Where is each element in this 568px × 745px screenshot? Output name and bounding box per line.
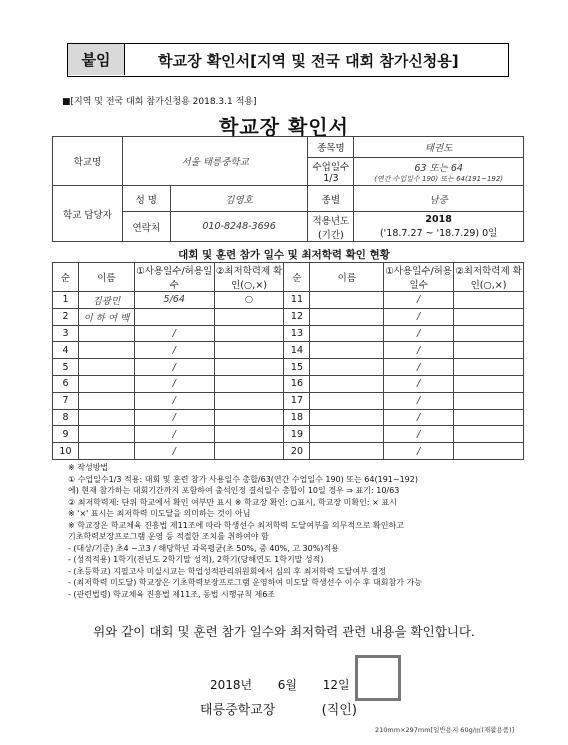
cell-no: 6 bbox=[53, 375, 79, 392]
cell-min bbox=[214, 426, 284, 443]
cell-min bbox=[214, 375, 284, 392]
cell-no: 13 bbox=[284, 325, 310, 342]
cell-min bbox=[454, 443, 524, 460]
cell-min bbox=[214, 392, 284, 409]
cell-min bbox=[214, 359, 284, 376]
instructions bbox=[68, 462, 528, 600]
gender-value: 남중 bbox=[354, 186, 524, 212]
school-label: 학교명 bbox=[53, 137, 123, 186]
col-min: ②최저학력제 확인(○,×) bbox=[214, 263, 284, 292]
note-line: - (초등학교) 지필고사 미실시교는 학업성적관리위원회에서 심의 후 최저학력 도달여부 결정 bbox=[68, 566, 386, 576]
cell-name bbox=[78, 359, 134, 376]
cell-name bbox=[310, 308, 384, 325]
note-line: ※ 작성방법 bbox=[68, 463, 109, 472]
school-value: 서울 태릉중학교 bbox=[122, 137, 308, 186]
participation-table bbox=[52, 262, 524, 460]
cell-days: / bbox=[384, 325, 454, 342]
note-line: - (대상/기준) 초4 ~고3 / 해당학년 과목평균(초 50%, 중 40%, 고 30%)적용 bbox=[68, 543, 339, 553]
cell-no: 5 bbox=[53, 359, 79, 376]
event-label: 종목명 bbox=[308, 137, 354, 158]
gender-label: 종별 bbox=[308, 186, 354, 212]
form-reference: ■[지역 및 전국 대회 참가신청용 2018.3.1 적용] bbox=[62, 97, 257, 107]
cell-days: / bbox=[134, 409, 214, 426]
cell-no: 9 bbox=[53, 426, 79, 443]
cell-days: / bbox=[384, 308, 454, 325]
cell-days: / bbox=[134, 359, 214, 376]
cell-days: / bbox=[384, 342, 454, 359]
contact-value: 010-8248-3696 bbox=[170, 212, 308, 242]
year-label: 적용년도 (기간) bbox=[308, 212, 354, 242]
table-row bbox=[53, 342, 524, 359]
cell-days: 5/64 bbox=[134, 292, 214, 309]
cell-no: 12 bbox=[284, 308, 310, 325]
cell-name bbox=[310, 375, 384, 392]
table-subtitle: 대회 및 훈련 참가 일수 및 최저학력 확인 현황 bbox=[178, 249, 390, 261]
cell-no: 8 bbox=[53, 409, 79, 426]
cell-name bbox=[78, 325, 134, 342]
table-row bbox=[53, 426, 524, 443]
cell-min bbox=[454, 308, 524, 325]
cell-no: 18 bbox=[284, 409, 310, 426]
col-name: 이름 bbox=[78, 263, 134, 292]
document-title: 학교장 확인서 bbox=[219, 115, 349, 139]
days-cell bbox=[354, 158, 524, 186]
note-line: 기초학력보장프로그램 운영 등 적절한 조치를 취하여야 함 bbox=[68, 532, 269, 541]
date-month: 6월 bbox=[277, 678, 298, 692]
cell-name bbox=[310, 292, 384, 309]
cell-no: 16 bbox=[284, 375, 310, 392]
contact-label: 연락처 bbox=[122, 212, 170, 242]
cell-days: / bbox=[384, 426, 454, 443]
cell-min: ○ bbox=[214, 292, 284, 309]
paper-spec: 210mm×297mm[일반용지 60g/㎡(재활용품)] bbox=[375, 726, 515, 734]
cell-days: / bbox=[384, 392, 454, 409]
cell-no: 2 bbox=[53, 308, 79, 325]
date-day: 12일 bbox=[322, 678, 350, 692]
col-min: ②최저학력제 확인(○,×) bbox=[454, 263, 524, 292]
cell-name bbox=[78, 342, 134, 359]
table-row bbox=[53, 409, 524, 426]
cell-no: 10 bbox=[53, 443, 79, 460]
attachment-badge: 붙임 bbox=[68, 44, 125, 75]
cell-name bbox=[78, 392, 134, 409]
date-line bbox=[210, 676, 350, 693]
cell-no: 17 bbox=[284, 392, 310, 409]
cell-min bbox=[454, 292, 524, 309]
info-table bbox=[52, 136, 524, 242]
official-seal bbox=[355, 655, 401, 701]
event-value: 태권도 bbox=[354, 137, 524, 158]
cell-name bbox=[310, 392, 384, 409]
note-line: - (최저학력 미도달) 학교장은 기초학력보장프로그램 운영하여 미도달 학생선수 이수 후 대회참가 가능 bbox=[68, 578, 422, 587]
cell-min bbox=[454, 409, 524, 426]
cell-days: / bbox=[134, 426, 214, 443]
table-row bbox=[53, 292, 524, 309]
cell-no: 3 bbox=[53, 325, 79, 342]
cell-min bbox=[454, 325, 524, 342]
cell-days bbox=[134, 308, 214, 325]
cell-min bbox=[214, 342, 284, 359]
cell-days: / bbox=[134, 325, 214, 342]
seal-label: (직인) bbox=[321, 703, 357, 718]
attachment-header bbox=[67, 43, 509, 77]
cell-name bbox=[310, 426, 384, 443]
date-year: 2018년 bbox=[210, 678, 253, 692]
cell-days: / bbox=[384, 409, 454, 426]
cell-no: 20 bbox=[284, 443, 310, 460]
cell-days: / bbox=[384, 359, 454, 376]
cell-name bbox=[78, 409, 134, 426]
cell-name bbox=[78, 375, 134, 392]
cell-name bbox=[310, 443, 384, 460]
cell-days: / bbox=[384, 292, 454, 309]
days-sub: (연간 수업일수 190) 또는 64(191~192) bbox=[374, 174, 504, 183]
cell-no: 4 bbox=[53, 342, 79, 359]
col-name: 이름 bbox=[310, 263, 384, 292]
note-line: ② 최저학력제: 단위 학교에서 확인 여부만 표시 ※ 학교장 확인: ○표시, 학교장 미확인: × 표시 bbox=[68, 497, 397, 507]
table-row bbox=[53, 325, 524, 342]
note-line: ※ '×' 표시는 최저학력 미도달을 의미하는 것이 아님 bbox=[68, 509, 251, 518]
confirmation-text: 위와 같이 대회 및 훈련 참가 일수와 최저학력 관련 내용을 확인합니다. bbox=[93, 624, 475, 639]
signature-line bbox=[200, 699, 357, 718]
note-line: - (성적적용) 1학기(전년도 2학기말 성적), 2학기(당해연도 1학기말 성적) bbox=[68, 555, 324, 564]
note-line: ※ 학교장은 학교체육 진흥법 제11조에 따라 학생선수 최저학력 도달여부를 의무적으로 확인하고 bbox=[68, 520, 404, 530]
cell-no: 7 bbox=[53, 392, 79, 409]
staff-label: 학교 담당자 bbox=[53, 186, 123, 242]
cell-no: 11 bbox=[284, 292, 310, 309]
cell-min bbox=[214, 325, 284, 342]
note-line: - (관련법령) 학교체육 진흥법 제11조, 동법 시행규칙 제6조 bbox=[68, 589, 276, 599]
year-cell bbox=[354, 212, 524, 242]
cell-min bbox=[454, 359, 524, 376]
days-value: 63 또는 64 bbox=[414, 162, 463, 174]
col-no: 순 bbox=[53, 263, 79, 292]
cell-name bbox=[310, 325, 384, 342]
note-line: ① 수업일수1/3 적용: 대회 및 훈련 참가 사용일수 총합/63(연간 수업일수 190) 또는 64(191~192) bbox=[68, 474, 418, 484]
cell-min bbox=[214, 409, 284, 426]
cell-name bbox=[310, 409, 384, 426]
note-line: 에) 현재 참가하는 대회기간까지 포함하여 출석인정 결석일수 총합이 10일 경우 ⇒ 표기: 10/63 bbox=[68, 486, 400, 495]
cell-name bbox=[78, 426, 134, 443]
cell-name bbox=[310, 359, 384, 376]
cell-min bbox=[454, 375, 524, 392]
col-days: ①사용일수/허용일수 bbox=[134, 263, 214, 292]
cell-min bbox=[454, 342, 524, 359]
cell-no: 1 bbox=[53, 292, 79, 309]
col-no: 순 bbox=[284, 263, 310, 292]
cell-no: 14 bbox=[284, 342, 310, 359]
cell-name bbox=[310, 342, 384, 359]
table-row bbox=[53, 308, 524, 325]
table-row bbox=[53, 392, 524, 409]
cell-days: / bbox=[384, 443, 454, 460]
cell-name: 이 하 여 백 bbox=[78, 308, 134, 325]
cell-days: / bbox=[384, 375, 454, 392]
cell-days: / bbox=[134, 375, 214, 392]
year-value: 2018 bbox=[425, 214, 452, 225]
cell-min bbox=[454, 392, 524, 409]
header-title: 학교장 확인서[지역 및 전국 대회 참가신청용] bbox=[158, 52, 459, 70]
cell-min bbox=[214, 308, 284, 325]
table-row bbox=[53, 359, 524, 376]
name-value: 김영호 bbox=[170, 186, 308, 212]
cell-no: 15 bbox=[284, 359, 310, 376]
period-value: ('18.7.27 ~ '18.7.29) 0일 bbox=[379, 228, 498, 239]
cell-days: / bbox=[134, 443, 214, 460]
cell-no: 19 bbox=[284, 426, 310, 443]
principal-title: 태릉중학교장 bbox=[200, 703, 276, 718]
cell-name bbox=[78, 443, 134, 460]
table-row bbox=[53, 375, 524, 392]
col-days: ①사용일수/허용일수 bbox=[384, 263, 454, 292]
cell-days: / bbox=[134, 392, 214, 409]
days-label: 수업일수 1/3 bbox=[308, 158, 354, 186]
name-label: 성 명 bbox=[122, 186, 170, 212]
cell-min bbox=[214, 443, 284, 460]
table-row bbox=[53, 443, 524, 460]
cell-days: / bbox=[134, 342, 214, 359]
cell-name: 김광민 bbox=[78, 292, 134, 309]
cell-min bbox=[454, 426, 524, 443]
